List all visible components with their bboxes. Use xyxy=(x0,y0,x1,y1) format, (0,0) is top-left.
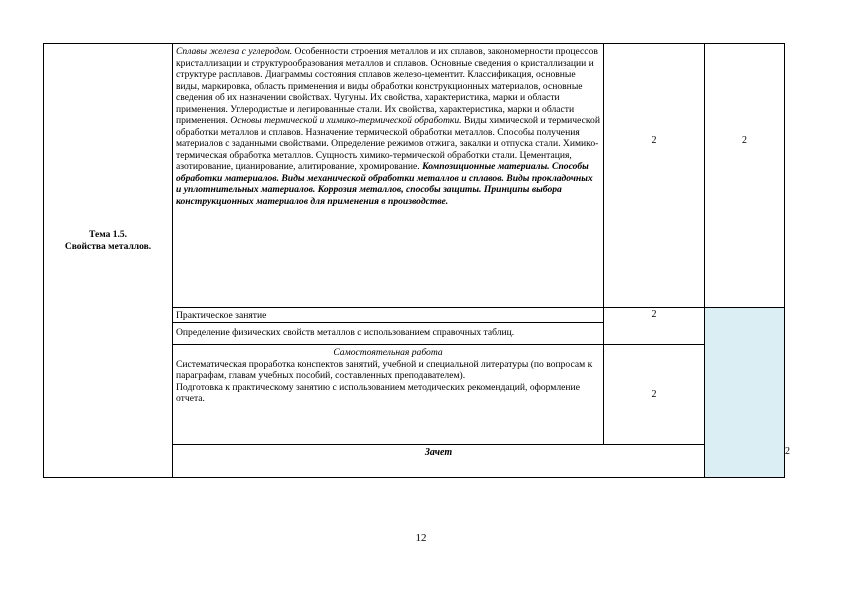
credit-cell xyxy=(173,445,705,478)
table-row xyxy=(44,44,785,308)
content-hours: 2 xyxy=(651,135,657,146)
practical-heading: Практическое занятие xyxy=(173,310,603,323)
practical-hours: 2 xyxy=(651,309,657,320)
page-number: 12 xyxy=(415,532,427,544)
content-cell xyxy=(173,44,604,308)
credit-hours: 2 xyxy=(785,446,790,457)
content-segment: Особенности строения металлов и их сплавов, закономерности процессов кристаллизации и структурообразования металлов и сплавов. Основные сведения о кристаллизации и структуре расплавов. Диаграммы состояния сплавов железо-цементит. Классификация, основные виды, маркировка, область применения и виды обработки конструкционных материалов, основные сведения об их назначении свойствах. Чугуны. Их свойства, характеристика, марки и области применения. Углеродистые и легированные стали. Их свойства, характеристика, марки и области применения. xyxy=(176,46,598,126)
content-segment: Основы термической и химико-термической обработки. xyxy=(230,115,462,126)
topic-content-text xyxy=(176,46,600,207)
topic-title: Свойства металлов. xyxy=(64,241,152,252)
curriculum-table xyxy=(43,43,790,478)
independent-hours: 2 xyxy=(651,389,657,400)
content-level: 2 xyxy=(742,135,747,146)
level-shaded-cell xyxy=(705,308,785,478)
content-segment: Виды химической и термической обработки металлов и сплавов. Назначение термической обработки металлов. Способы получения материалов с заданными свойствами. Определение режимов отжига, закалки и отпуска стали. Химико-термическая обработка металлов. Сущность химико-термической обработки стали. Цементация, азотирование, цианирование, алитирование, хромирование. xyxy=(176,115,600,172)
practical-text: Определение физических свойств металлов с использованием справочных таблиц. xyxy=(176,326,515,338)
practical-hours-cell xyxy=(604,308,705,345)
credit-label: Зачет xyxy=(424,447,453,458)
independent-heading: Самостоятельная работа xyxy=(333,347,443,358)
content-hours-cell xyxy=(604,44,705,308)
content-level-cell xyxy=(705,44,785,308)
independent-paragraph-2: Подготовка к практическому занятию с использованием методических рекомендаций, оформление отчета. xyxy=(176,381,580,404)
practical-cell xyxy=(173,308,604,345)
independent-hours-cell xyxy=(604,345,705,445)
topic-number: Тема 1.5. xyxy=(89,229,127,240)
content-segment: Сплавы железа с углеродом. xyxy=(176,46,293,57)
topic-cell xyxy=(44,44,173,478)
independent-cell xyxy=(173,345,604,445)
independent-paragraph-1: Систематическая проработка конспектов занятий, учебной и специальной литературы (по вопросам к параграфам, главам учебных пособий, составленных преподавателем). xyxy=(176,358,593,381)
content-segment: Композиционные материалы. Способы обработки материалов. Виды механической обработки металлов и сплавов. Виды прокладочных и уплотнительных материалов. Коррозия металлов, способы защиты. Принципы выбора конструкционных материалов для применения в производстве. xyxy=(176,161,593,207)
